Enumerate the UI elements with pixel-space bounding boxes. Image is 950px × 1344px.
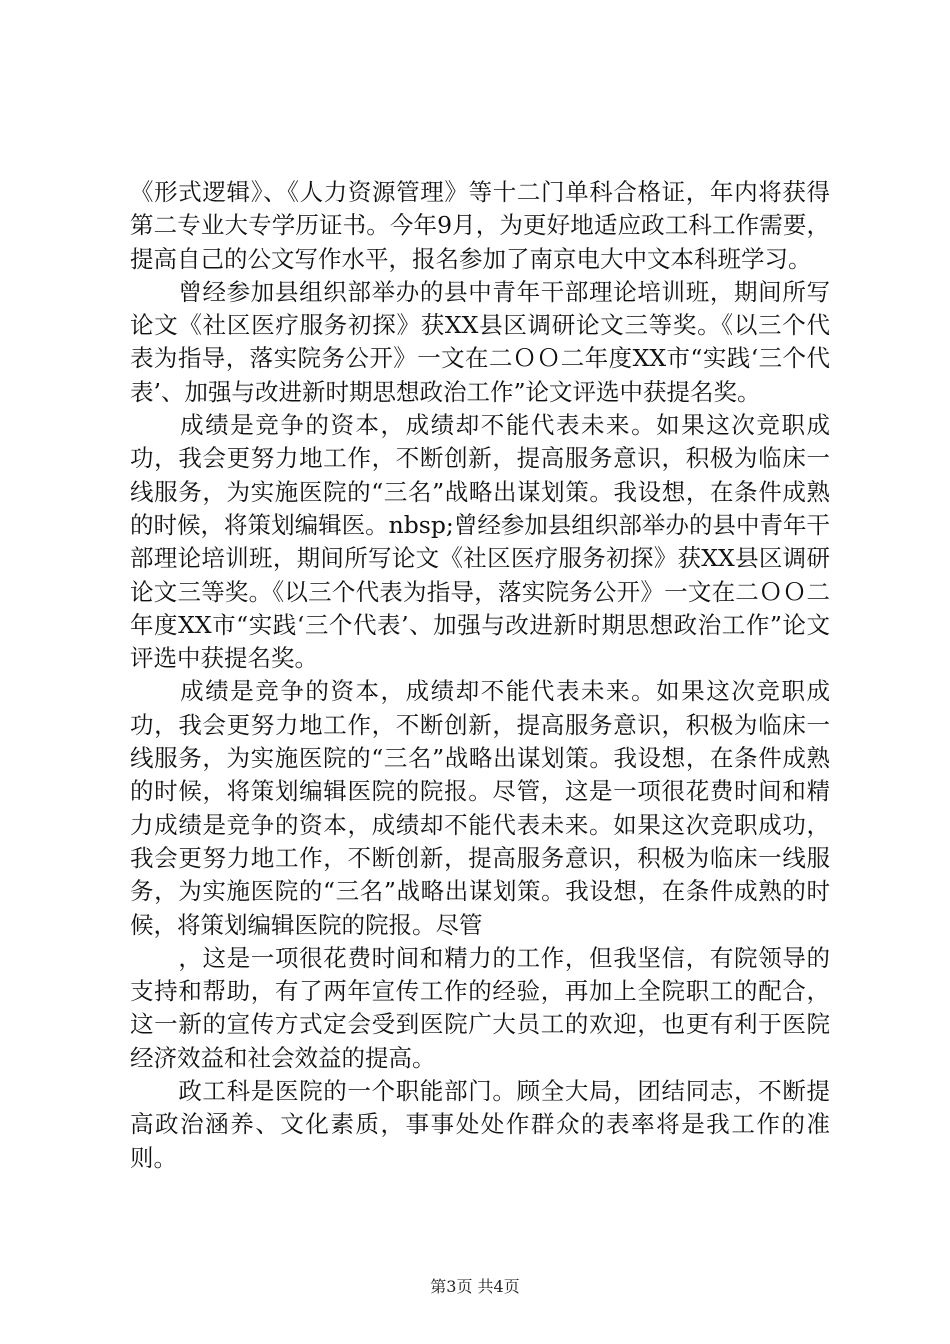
paragraph-4: 成绩是竞争的资本，成绩却不能代表未来。如果这次竞职成功，我会更努力地工作，不断创新，提高服务意识，积极为临床一线服务，为实施医院的“三名”战略出谋划策。我设想，在条件成熟的时候，将策划编辑医院的院报。尽管，这是一项很花费时间和精力成绩是竞争的资本，成绩却不能代表未来。如果这次竞职成功，我会更努力地工作，不断创新，提高服务意识，积极为临床一线服务，为实施医院的“三名”战略出谋划策。我设想，在条件成熟的时候，将策划编辑医院的院报。尽管 <box>130 677 830 939</box>
body-text <box>130 176 830 1175</box>
paragraph-3: 成绩是竞争的资本，成绩却不能代表未来。如果这次竞职成功，我会更努力地工作，不断创新，提高服务意识，积极为临床一线服务，为实施医院的“三名”战略出谋划策。我设想，在条件成熟的时候，将策划编辑医。nbsp;曾经参加县组织部举办的县中青年干部理论培训班，期间所写论文《社区医疗服务初探》获XX县区调研论文三等奖。《以三个代表为指导，落实院务公开》一文在二ＯＯ二年度XX市“实践‘三个代表’、加强与改进新时期思想政治工作”论文评选中获提名奖。 <box>130 411 830 673</box>
paragraph-2: 曾经参加县组织部举办的县中青年干部理论培训班，期间所写论文《社区医疗服务初探》获XX县区调研论文三等奖。《以三个代表为指导，落实院务公开》一文在二ＯＯ二年度XX市“实践‘三个代表’、加强与改进新时期思想政治工作”论文评选中获提名奖。 <box>130 277 830 406</box>
paragraph-1: 《形式逻辑》、《人力资源管理》等十二门单科合格证，年内将获得第二专业大专学历证书。今年9月，为更好地适应政工科工作需要，提高自己的公文写作水平，报名参加了南京电大中文本科班学习。 <box>130 178 830 273</box>
paragraph-6: 政工科是医院的一个职能部门。顾全大局，团结同志，不断提高政治涵养、文化素质，事事处处作群众的表率将是我工作的准则。 <box>130 1077 830 1172</box>
page-number-footer: 第3页 共4页 <box>430 1277 520 1296</box>
paragraph-5: ，这是一项很花费时间和精力的工作，但我坚信，有院领导的支持和帮助，有了两年宣传工作的经验，再加上全院职工的配合，这一新的宣传方式定会受到医院广大员工的欢迎，也更有利于医院经济效益和社会效益的提高。 <box>130 943 830 1072</box>
